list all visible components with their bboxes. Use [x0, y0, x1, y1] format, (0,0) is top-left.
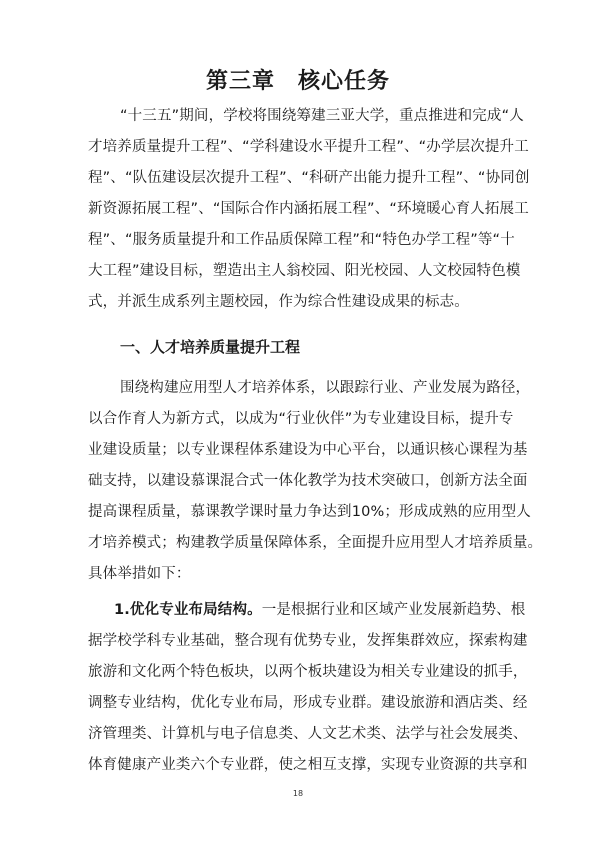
chapter-title: 第三章 核心任务	[205, 69, 390, 94]
intro-line: 程”、“队伍建设层次提升工程”、“科研产出能力提升工程”、“协同创	[88, 170, 530, 186]
intro-line: 大工程”建设目标，塑造出主人翁校园、阳光校园、人文校园特色模	[88, 263, 521, 279]
intro-line: 新资源拓展工程”、“国际合作内涵拓展工程”、“环境暖心育人拓展工	[88, 201, 529, 217]
intro-line: 式，并派生成系列主题校园，作为综合性建设成果的标志。	[88, 294, 469, 310]
section-heading: 一、人才培养质量提升工程	[120, 338, 301, 356]
item-line: 旅游和文化两个特色板块，以两个板块建设为相关专业建设的抓手，	[88, 664, 528, 680]
item-line: 济管理类、计算机与电子信息类、人文艺术类、法学与社会发展类、	[88, 726, 528, 742]
intro-line: 程”、“服务质量提升和工作品质保障工程”和“特色办学工程”等“十	[88, 232, 515, 248]
item-line: 体育健康产业类六个专业群，使之相互支撑，实现专业资源的共享和	[88, 757, 528, 773]
item-line: 调整专业结构，优化专业布局，形成专业群。建设旅游和酒店类、经	[88, 695, 528, 711]
intro-line: “十三五”期间，学校将围绕筹建三亚大学，重点推进和完成“人	[120, 108, 524, 124]
section-line: 础支持，以建设慕课混合式一体化教学为技术突破口，创新方法全面	[88, 473, 528, 489]
item-heading: 1.优化专业布局结构。	[114, 602, 262, 618]
section-line: 业建设质量；以专业课程体系建设为中心平台，以通识核心课程为基	[88, 442, 528, 458]
section-line: 提高课程质量，慕课教学课时量力争达到10%；形成成熟的应用型人	[88, 504, 531, 520]
item-first-line	[114, 598, 525, 619]
section-line: 围绕构建应用型人才培养体系，以跟踪行业、产业发展为路径，	[120, 380, 531, 396]
item-text: 一是根据行业和区域产业发展新趋势、根	[261, 602, 526, 618]
item-line: 据学校学科专业基础，整合现有优势专业，发挥集群效应，探索构建	[88, 633, 528, 649]
intro-line: 才培养质量提升工程”、“学科建设水平提升工程”、“办学层次提升工	[88, 139, 529, 155]
section-line: 具体举措如下：	[88, 566, 191, 582]
section-line: 以合作育人为新方式，以成为“行业伙伴”为专业建设目标，提升专	[88, 411, 514, 427]
section-line: 才培养模式；构建教学质量保障体系，全面提升应用型人才培养质量。	[88, 535, 543, 551]
page-number: 18	[292, 789, 304, 798]
